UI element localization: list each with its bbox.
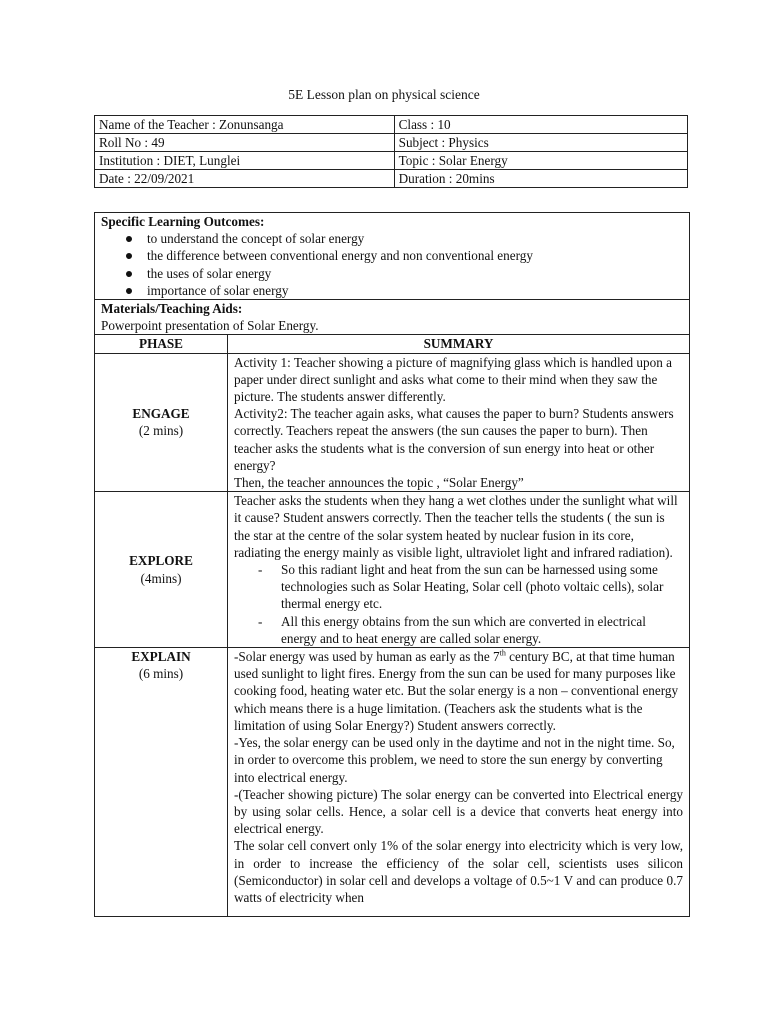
engage-phase-cell: [95, 353, 228, 492]
list-item: - So this radiant light and heat from the sun can be harnessed using some technologies such as Solar Heating, Solar cell (photo voltaic cells), solar thermal energy etc.: [281, 561, 683, 613]
explain-text-part: century BC, at that time human used sunlight to light fires. Energy from the sun can be used for many purposes like cooking food, heating water etc. But the solar energy is a non – conventional energy which means there is a huge limitation. (Teachers ask the students what is the limitation of using Solar Energy?) Student answers correctly.: [234, 649, 679, 733]
engage-phase-name: ENGAGE: [132, 406, 190, 422]
materials-text: Powerpoint presentation of Solar Energy.: [101, 318, 319, 334]
engage-summary-cell: [228, 353, 690, 492]
explain-phase-cell: [95, 648, 228, 917]
explore-phase-name: EXPLORE: [129, 553, 193, 569]
explain-paragraph-3: -(Teacher showing picture) The solar energy can be converted into Electrical energy by using solar cells. Hence, a solar cell is a device that converts heat energy into electrical energy.: [234, 786, 684, 837]
list-item: - All this energy obtains from the sun which are converted in electrical energy and to heat energy are called solar energy.: [281, 613, 683, 647]
class-value: Class : 10: [394, 116, 687, 134]
explain-text-part: -Solar energy was used by human as early as the 7: [234, 649, 500, 665]
phase-column-header: PHASE: [95, 335, 228, 353]
learning-outcomes-heading: Specific Learning Outcomes:: [101, 214, 265, 229]
explore-phase-cell: [95, 492, 228, 648]
page-title: 5E Lesson plan on physical science: [288, 87, 480, 102]
learning-outcomes-section: [95, 213, 690, 300]
superscript: th: [499, 648, 506, 658]
explain-phase-name: EXPLAIN: [131, 649, 191, 665]
explain-paragraph-1: [234, 648, 683, 734]
explore-summary-cell: [228, 492, 690, 648]
materials-heading: Materials/Teaching Aids:: [101, 301, 243, 317]
roll-number: Roll No : 49: [95, 134, 395, 152]
explain-paragraph-4: The solar cell convert only 1% of the solar energy into electricity which is very low, in order to increase the efficiency of the solar cell, scientists uses silicon (Semiconductor) in solar cell and develops a voltage of 0.5~1 V and can produce 0.7 watts of electricity when: [234, 838, 684, 905]
lesson-info-table: [94, 115, 688, 188]
list-item: to understand the concept of solar energy: [147, 230, 683, 247]
explain-phase-time: (6 mins): [138, 666, 184, 682]
materials-section: [95, 300, 690, 335]
lesson-plan-table: [94, 212, 690, 917]
institution-value: Institution : DIET, Lunglei: [95, 152, 395, 170]
engage-activity-1: Activity 1: Teacher showing a picture of magnifying glass which is handled upon a paper under direct sunlight and asks what come to their mind when they saw the picture. The students answer differently.: [234, 354, 672, 405]
explain-summary-cell: [228, 648, 690, 917]
explore-paragraph: Teacher asks the students when they hang a wet clothes under the sunlight what will it cause? Student answers correctly. Then the teacher tells the students ( the sun is the star at the centre of the solar system heated by nuclear fusion in its core, radiating the energy mainly as visible light, ultraviolet light and infrared radiation).: [234, 493, 678, 560]
topic-value: Topic : Solar Energy: [394, 152, 687, 170]
subject-value: Subject : Physics: [394, 134, 687, 152]
explore-phase-time: (4mins): [140, 570, 182, 586]
summary-column-header: SUMMARY: [228, 335, 690, 353]
list-item: the uses of solar energy: [147, 265, 683, 282]
learning-outcomes-list: [101, 230, 683, 299]
teacher-name: Name of the Teacher : Zonunsanga: [95, 116, 395, 134]
explain-paragraph-2: -Yes, the solar energy can be used only in the daytime and not in the night time. So, in order to overcome this problem, we need to store the sun energy by converting into electrical energy.: [234, 735, 675, 785]
engage-topic-announcement: Then, the teacher announces the topic , “Solar Energy”: [234, 475, 524, 491]
engage-activity-2: Activity2: The teacher again asks, what causes the paper to burn? Students answers correctly. Teachers repeat the answers (the sun causes the paper to burn). Then teacher asks the students what is the conversion of sun energy into heat or other energy?: [234, 406, 674, 473]
explore-dash-list: [234, 561, 683, 647]
list-item: importance of solar energy: [147, 282, 683, 299]
date-value: Date : 22/09/2021: [95, 170, 395, 188]
engage-phase-time: (2 mins): [138, 423, 184, 439]
duration-value: Duration : 20mins: [394, 170, 687, 188]
list-item: the difference between conventional energy and non conventional energy: [147, 247, 683, 264]
explain-content: [234, 648, 683, 916]
